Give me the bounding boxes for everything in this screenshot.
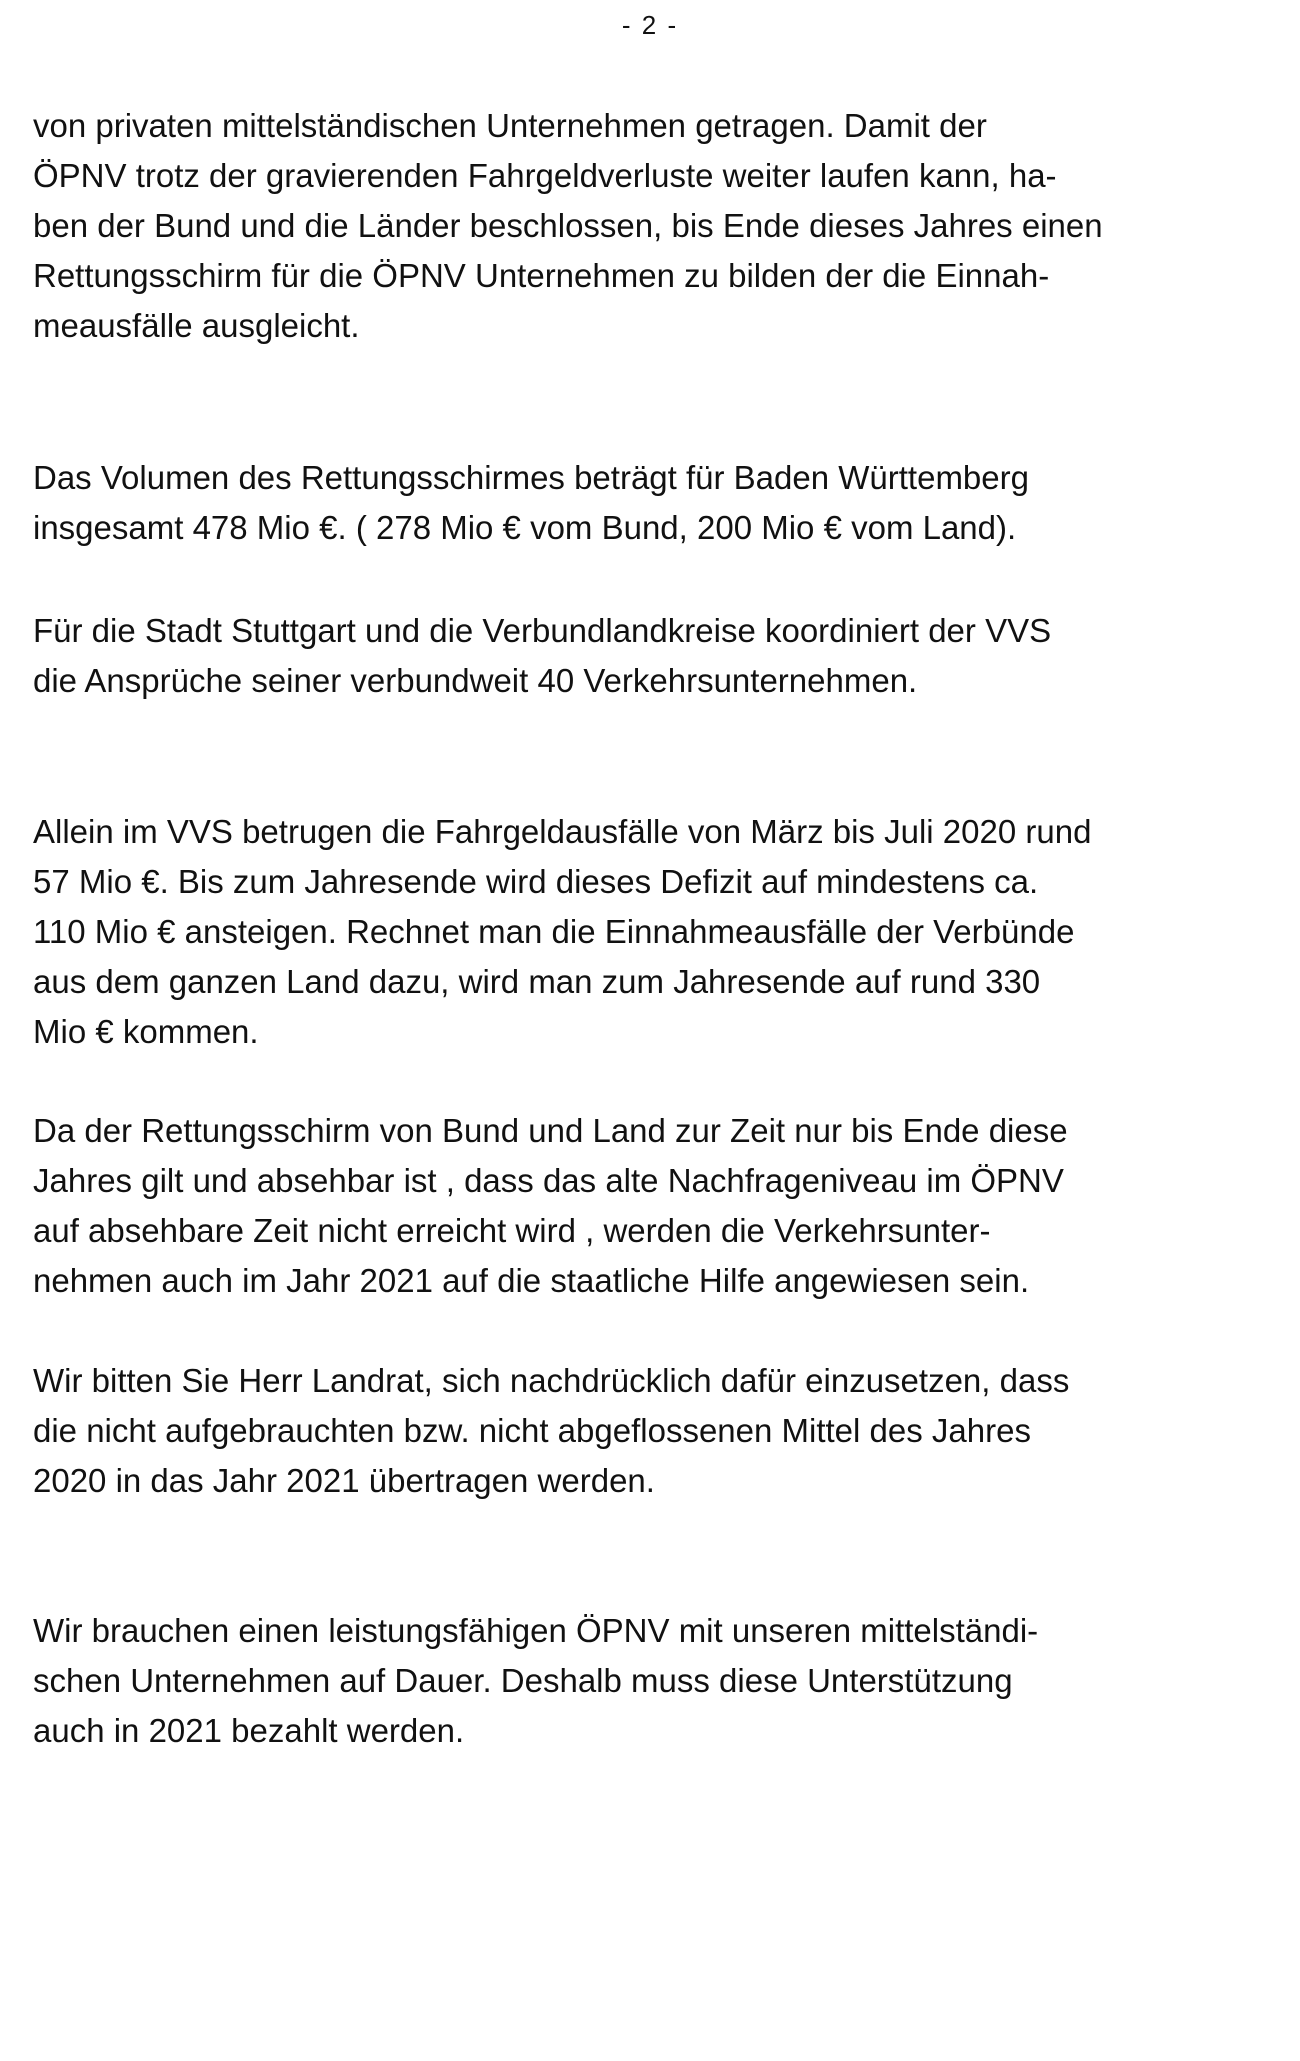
text-line: insgesamt 478 Mio €. ( 278 Mio € vom Bund, 200 Mio € vom Land). (33, 509, 1017, 546)
text-line: nehmen auch im Jahr 2021 auf die staatliche Hilfe angewiesen sein. (33, 1262, 1030, 1299)
text-line: aus dem ganzen Land dazu, wird man zum Jahresende auf rund 330 (33, 963, 1041, 1000)
text-line: Rettungsschirm für die ÖPNV Unternehmen zu bilden der die Einnah- (33, 257, 1050, 294)
text-line: schen Unternehmen auf Dauer. Deshalb muss diese Unterstützung (33, 1662, 1013, 1699)
text-line: ben der Bund und die Länder beschlossen, bis Ende dieses Jahres einen (33, 207, 1103, 244)
text-line: auf absehbare Zeit nicht erreicht wird , werden die Verkehrsunter- (33, 1212, 991, 1249)
text-line: 2020 in das Jahr 2021 übertragen werden. (33, 1462, 655, 1499)
text-line: Jahres gilt und absehbar ist , dass das alte Nachfrageniveau im ÖPNV (33, 1162, 1064, 1199)
text-line: Wir brauchen einen leistungsfähigen ÖPNV mit unseren mittelständi- (33, 1612, 1039, 1649)
text-line: ÖPNV trotz der gravierenden Fahrgeldverluste weiter laufen kann, ha- (33, 157, 1057, 194)
text-line: Wir bitten Sie Herr Landrat, sich nachdrücklich dafür einzusetzen, dass (33, 1362, 1070, 1399)
text-line: meausfälle ausgleicht. (33, 307, 360, 344)
page-number: - 2 - (621, 10, 679, 40)
text-line: Das Volumen des Rettungsschirmes beträgt für Baden Württemberg (33, 459, 1029, 496)
text-line: 110 Mio € ansteigen. Rechnet man die Einnahmeausfälle der Verbünde (33, 913, 1075, 950)
text-line: Allein im VVS betrugen die Fahrgeldausfälle von März bis Juli 2020 rund (33, 813, 1092, 850)
text-line: die Ansprüche seiner verbundweit 40 Verkehrsunternehmen. (33, 662, 918, 699)
text-line: Für die Stadt Stuttgart und die Verbundlandkreise koordiniert der VVS (33, 612, 1052, 649)
text-line: 57 Mio €. Bis zum Jahresende wird dieses Defizit auf mindestens ca. (33, 863, 1039, 900)
text-line: von privaten mittelständischen Unternehmen getragen. Damit der (33, 107, 987, 144)
text-line: die nicht aufgebrauchten bzw. nicht abgeflossenen Mittel des Jahres (33, 1412, 1031, 1449)
text-line: auch in 2021 bezahlt werden. (33, 1712, 465, 1749)
text-line: Mio € kommen. (33, 1013, 259, 1050)
text-line: Da der Rettungsschirm von Bund und Land zur Zeit nur bis Ende diese (33, 1112, 1068, 1149)
